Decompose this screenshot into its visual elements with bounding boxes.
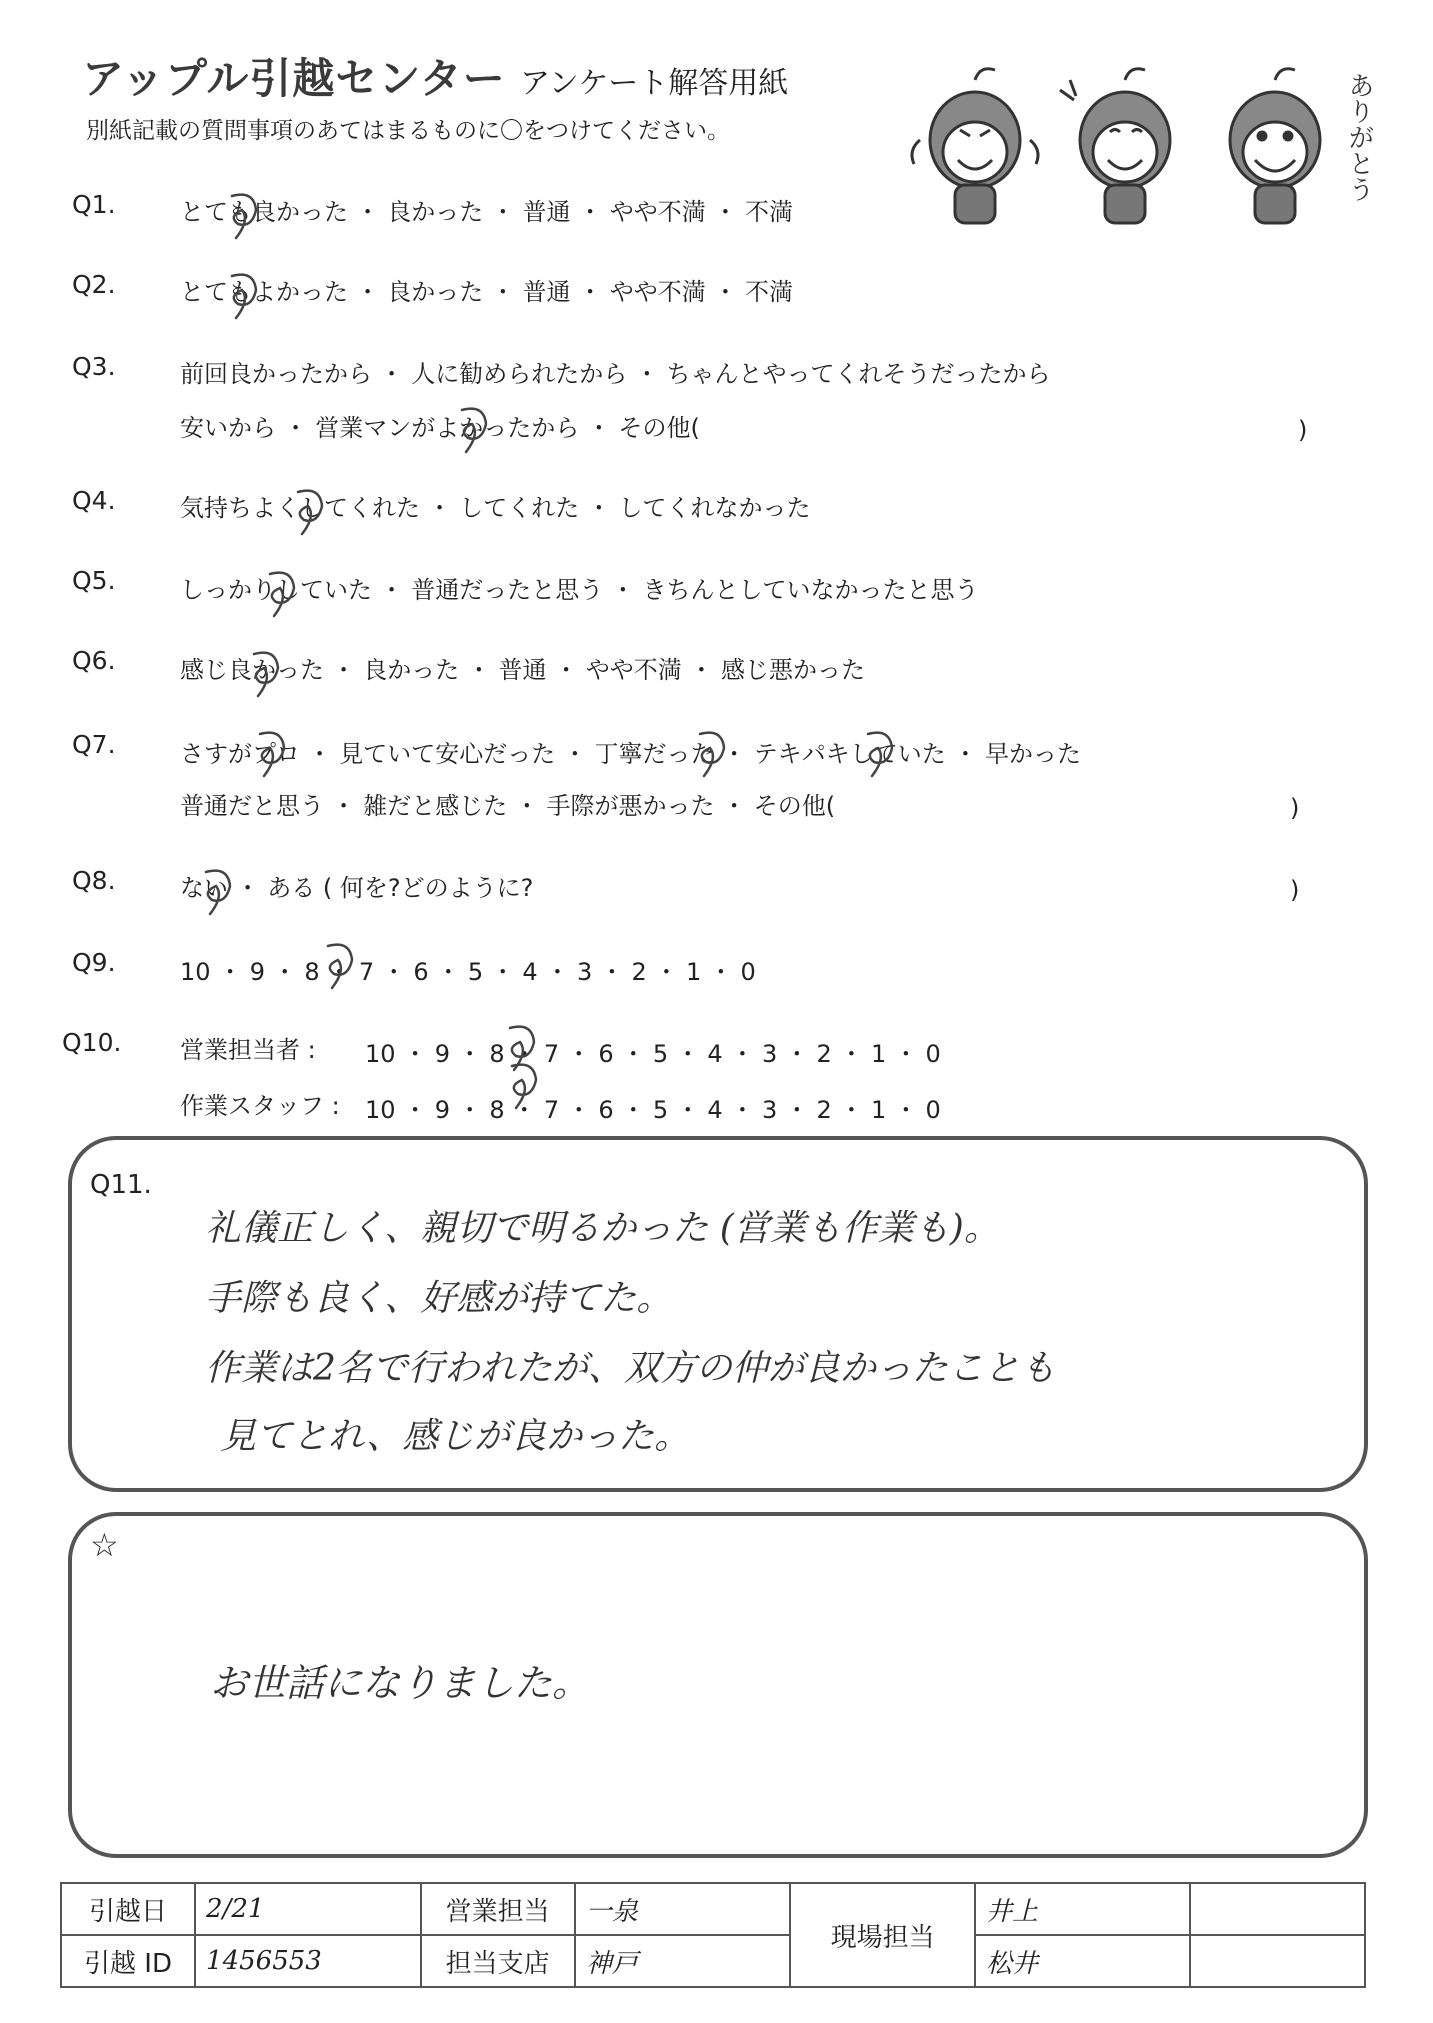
q3-mark [462, 409, 486, 452]
q2-number: Q2. [72, 270, 116, 299]
q7-number: Q7. [72, 730, 116, 759]
q1-options: とても良かった ・ 良かった ・ 普通 ・ やや不満 ・ 不満 [180, 198, 794, 226]
empty-cell-2 [1190, 1935, 1365, 1987]
branch-value: 神戸 [575, 1935, 790, 1987]
q1-number: Q1. [72, 190, 116, 219]
q10-staff-mark [512, 1065, 536, 1108]
move-date-label: 引越日 [61, 1883, 195, 1935]
move-id-label: 引越 ID [61, 1935, 195, 1987]
q9-number: Q9. [72, 948, 116, 977]
q11-label: Q11. [90, 1170, 152, 1200]
q7-options-line1: さすがプロ ・ 見ていて安心だった ・ 丁寧だった ・ テキパキしていた ・ 早かった [180, 740, 1082, 768]
q10-number: Q10. [62, 1028, 122, 1057]
sales-rep-value: 一泉 [575, 1883, 790, 1935]
q10-sales-scale: 10 ・ 9 ・ 8 ・ 7 ・ 6 ・ 5 ・ 4 ・ 3 ・ 2 ・ 1 ・ 0 [365, 1040, 941, 1068]
star-comment: お世話になりました。 [210, 1661, 591, 1705]
q10-sales-label: 営業担当者 : [180, 1036, 316, 1064]
empty-cell-1 [1190, 1883, 1365, 1935]
q10-staff-label: 作業スタッフ : [180, 1092, 340, 1120]
q10-staff-scale: 10 ・ 9 ・ 8 ・ 7 ・ 6 ・ 5 ・ 4 ・ 3 ・ 2 ・ 1 ・ 0 [365, 1096, 941, 1124]
q11-line-3: 作業は2名で行われたが、双方の仲が良かったことも [205, 1348, 1056, 1389]
q8-close-paren: ) [1290, 876, 1300, 904]
q9-mark [328, 945, 352, 988]
q11-line-2: 手際も良く、好感が持てた。 [205, 1278, 673, 1319]
q6-mark [254, 653, 278, 696]
q5-mark [270, 573, 294, 616]
q5-number: Q5. [72, 566, 116, 595]
site-rep-value-2: 松井 [975, 1935, 1190, 1987]
info-table [60, 1882, 1366, 1988]
q11-line-4: 見てとれ、感じが良かった。 [220, 1416, 691, 1457]
move-id-value: 1456553 [195, 1935, 420, 1987]
q7-close-paren: ) [1290, 794, 1300, 822]
sheet-title: アンケート解答用紙 [520, 66, 789, 101]
star-icon: ☆ [90, 1526, 119, 1564]
q11-line-1: 礼儀正しく、親切で明るかった (営業も作業も)。 [205, 1208, 1000, 1249]
q6-number: Q6. [72, 646, 116, 675]
q9-scale: 10 ・ 9 ・ 8 ・ 7 ・ 6 ・ 5 ・ 4 ・ 3 ・ 2 ・ 1 ・ 0 [180, 958, 756, 986]
q5-options: しっかりしていた ・ 普通だったと思う ・ きちんとしていなかったと思う [180, 576, 979, 604]
q7-mark-pro [260, 733, 284, 776]
q3-close-paren: ) [1298, 416, 1308, 444]
q6-options: 感じ良かった ・ 良かった ・ 普通 ・ やや不満 ・ 感じ悪かった [180, 656, 866, 684]
q8-options: ない ・ ある ( 何を?どのように? [180, 874, 534, 902]
q2-options: とてもよかった ・ 良かった ・ 普通 ・ やや不満 ・ 不満 [180, 278, 794, 306]
q3-options-line2: 安いから ・ 営業マンがよかったから ・ その他( [180, 414, 700, 442]
sales-rep-label: 営業担当 [421, 1883, 575, 1935]
q7-mark-efficient [868, 733, 892, 776]
q4-mark [298, 491, 322, 534]
q3-number: Q3. [72, 352, 116, 381]
q1-mark [232, 195, 256, 238]
q8-mark [206, 871, 230, 914]
q3-options-line1: 前回良かったから ・ 人に勧められたから ・ ちゃんとやってくれそうだったから [180, 360, 1051, 388]
brand-title: アップル引越センター [82, 54, 506, 103]
q8-number: Q8. [72, 866, 116, 895]
q4-number: Q4. [72, 486, 116, 515]
move-date-value: 2/21 [195, 1883, 420, 1935]
q2-mark [232, 275, 256, 318]
site-rep-value-1: 井上 [975, 1883, 1190, 1935]
branch-label: 担当支店 [421, 1935, 575, 1987]
q7-mark-polite [700, 733, 724, 776]
mascot-caption: ありがとう [1344, 72, 1374, 202]
instruction-text: 別紙記載の質問事項のあてはまるものに〇をつけてください。 [86, 118, 730, 144]
q4-options: 気持ちよくしてくれた ・ してくれた ・ してくれなかった [180, 494, 811, 522]
site-rep-label: 現場担当 [790, 1883, 975, 1987]
q7-options-line2: 普通だと思う ・ 雑だと感じた ・ 手際が悪かった ・ その他( [180, 792, 836, 820]
